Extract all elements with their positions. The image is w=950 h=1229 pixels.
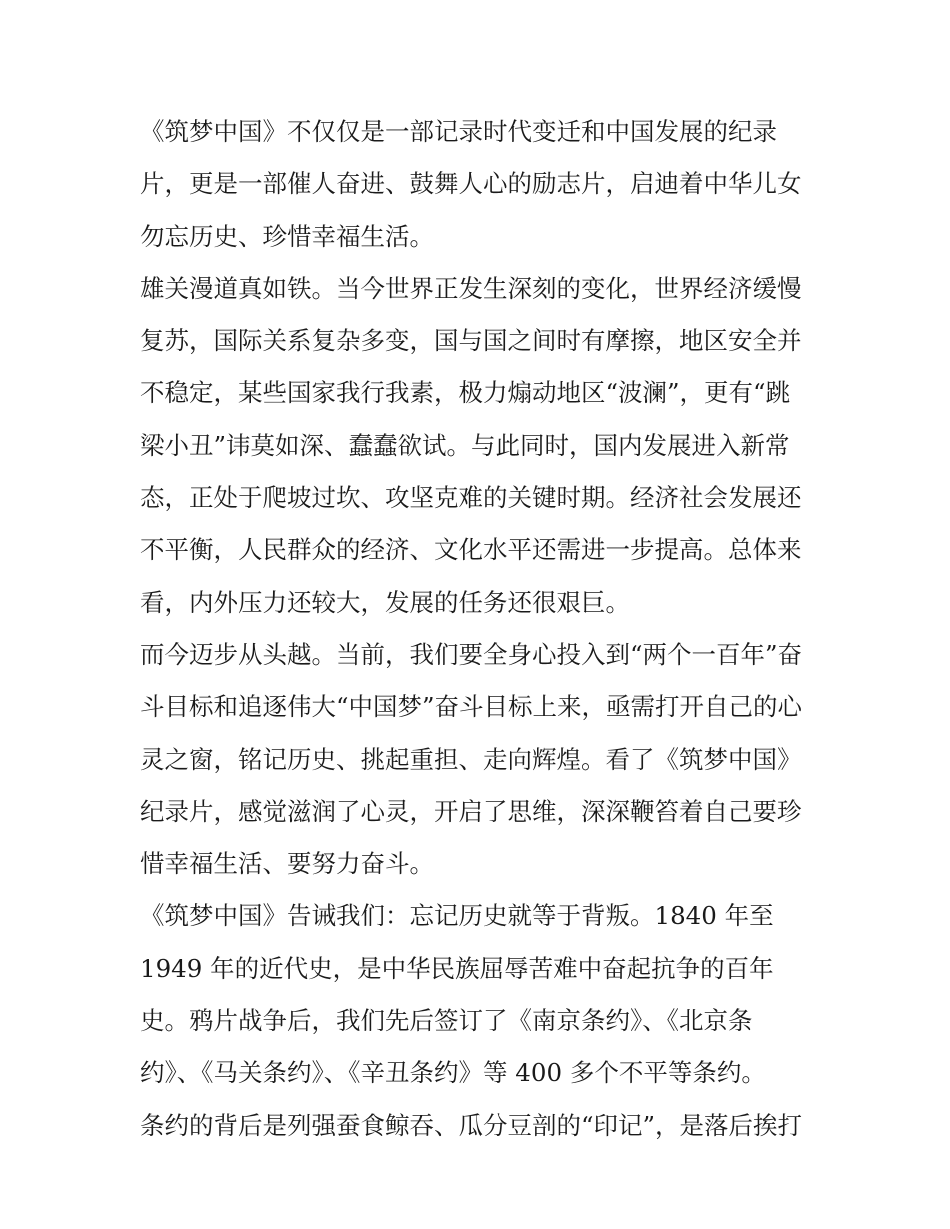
- text-line: 看，内外压力还较大，发展的任务还很艰巨。: [140, 587, 630, 617]
- text-line: 纪录片，感觉滋润了心灵，开启了思维，深深鞭笞着自己要珍: [140, 796, 802, 826]
- text-line: 复苏，国际关系复杂多变，国与国之间时有摩擦，地区安全并: [140, 326, 802, 356]
- text-line: 史。鸦片战争后，我们先后签订了《南京条约》、《北京条: [140, 1006, 753, 1036]
- text-line: 斗目标和追逐伟大“中国梦”奋斗目标上来，亟需打开自己的心: [140, 692, 803, 722]
- text-line: 而今迈步从头越。当前，我们要全身心投入到“两个一百年”奋: [140, 639, 803, 669]
- text-line: 态，正处于爬坡过坎、攻坚克难的关键时期。经济社会发展还: [140, 483, 802, 513]
- text-line: 不平衡，人民群众的经济、文化水平还需进一步提高。总体来: [140, 535, 802, 565]
- text-line: 惜幸福生活、要努力奋斗。: [140, 849, 434, 879]
- text-line: 灵之窗，铭记历史、挑起重担、走向辉煌。看了《筑梦中国》: [140, 744, 802, 774]
- text-line: 《筑梦中国》不仅仅是一部记录时代变迁和中国发展的纪录: [140, 117, 777, 146]
- text-line: 条约的背后是列强蚕食鲸吞、瓜分豆剖的“印记”，是落后挨打: [140, 1110, 803, 1140]
- text-line: 约》、《马关条约》、《辛丑条约》等 400 多个不平等条约。: [140, 1058, 766, 1088]
- text-line: 1949 年的近代史，是中华民族屈辱苦难中奋起抗争的百年: [140, 953, 774, 983]
- text-line: 雄关漫道真如铁。当今世界正发生深刻的变化，世界经济缓慢: [140, 273, 802, 303]
- text-line: 《筑梦中国》告诫我们：忘记历史就等于背叛。1840 年至: [140, 901, 774, 931]
- text-line: 片，更是一部催人奋进、鼓舞人心的励志片，启迪着中华儿女: [140, 169, 802, 199]
- text-line: 不稳定，某些国家我行我素，极力煽动地区“波澜”，更有“跳: [140, 378, 791, 408]
- body-text: [140, 106, 820, 1152]
- text-line: 勿忘历史、珍惜幸福生活。: [140, 221, 434, 251]
- text-line: 梁小丑”讳莫如深、蠢蠢欲试。与此同时，国内发展进入新常: [140, 430, 790, 460]
